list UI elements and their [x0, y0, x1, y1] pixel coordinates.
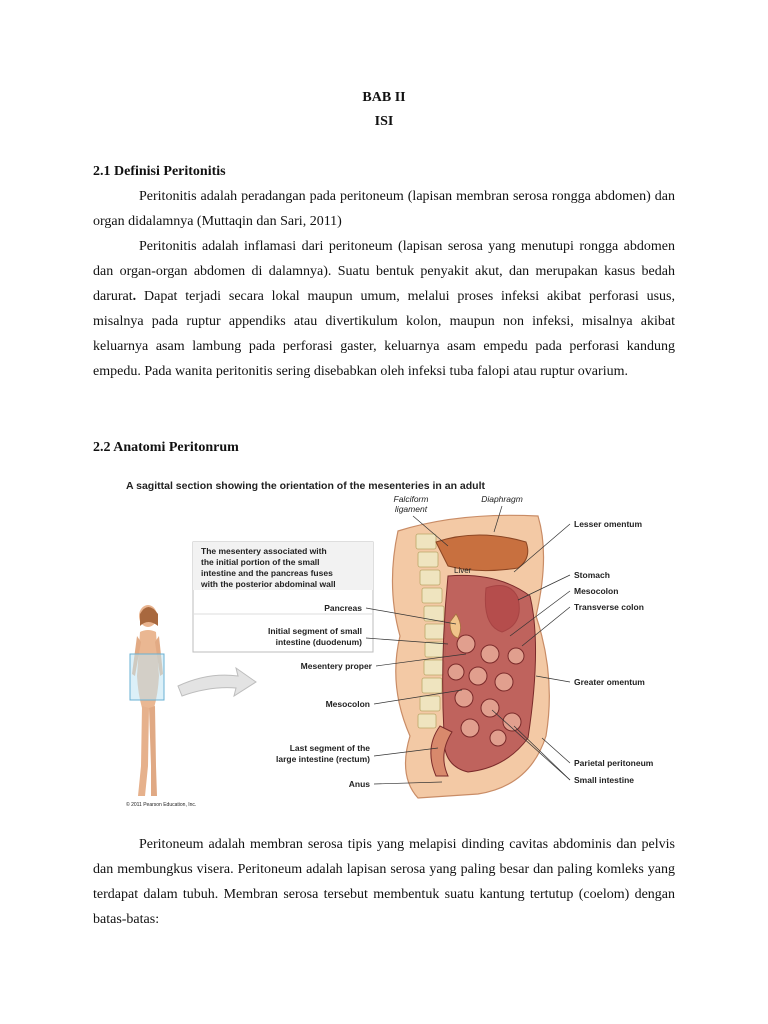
- figure-title: A sagittal section showing the orientation of the mesenteries in an adult: [126, 480, 485, 492]
- section-1-paragraph-1: Peritonitis adalah peradangan pada peritoneum (lapisan membran serosa rongga abdomen) dan organ didalamnya (Muttaqin dan Sari, 2011): [93, 189, 675, 229]
- anus-label: Anus: [348, 779, 370, 789]
- initial-segment-label-2: intestine (duodenum): [275, 637, 362, 647]
- parietal-peritoneum-label: Parietal peritoneum: [574, 758, 654, 768]
- lesser-omentum-label: Lesser omentum: [574, 519, 643, 529]
- mesocolon-right-label: Mesocolon: [574, 586, 619, 596]
- diaphragm-label: Diaphragm: [481, 494, 523, 504]
- callout-line-2: the initial portion of the small: [201, 557, 320, 567]
- section-2-title: 2.2 Anatomi Peritonrum: [93, 440, 239, 455]
- stomach-label: Stomach: [574, 570, 610, 580]
- mesentery-figure: [118, 476, 678, 810]
- paragraph-2-bold-dot: .: [132, 289, 137, 304]
- chapter-subtitle: ISI: [374, 114, 394, 129]
- callout-line-3: intestine and the pancreas fuses: [201, 568, 333, 578]
- last-segment-label-1: Last segment of the: [289, 743, 370, 753]
- pancreas-label: Pancreas: [324, 603, 362, 613]
- figure-copyright: © 2011 Pearson Education, Inc.: [126, 802, 197, 808]
- section-1-title: 2.1 Definisi Peritonitis: [93, 164, 226, 179]
- section-1-paragraph-2: [93, 234, 675, 384]
- chapter-heading: BAB II: [362, 90, 406, 105]
- callout-line-4: with the posterior abdominal wall: [201, 579, 336, 589]
- callout-line-1: The mesentery associated with: [201, 546, 327, 556]
- initial-segment-label-1: Initial segment of small: [268, 626, 362, 636]
- small-intestine-label: Small intestine: [574, 775, 634, 785]
- section-2-paragraph-1: Peritoneum adalah membran serosa tipis yang melapisi dinding cavitas abdominis dan pelvis dan membungkus visera. Peritoneum adalah lapisan serosa yang paling besar dan paling komleks yang terdapat dalam tubuh. Membran serosa tersebut membentuk suatu kantung tertutup (coelom) dengan batas-batas:: [93, 837, 675, 927]
- last-segment-label-2: large intestine (rectum): [276, 754, 370, 764]
- transverse-colon-label: Transverse colon: [574, 602, 644, 612]
- paragraph-2-part-a: Peritonitis adalah inflamasi dari peritoneum (lapisan serosa yang menutupi rongga abdomen dan organ-organ abdomen di dalamnya). Suatu bentuk penyakit akut, dan merupakan kasus bedah darurat: [93, 239, 675, 304]
- sagittal-section-illustration: [392, 515, 549, 798]
- mesentery-proper-label: Mesentery proper: [300, 661, 372, 671]
- paragraph-2-part-b: Dapat terjadi secara lokal maupun umum, melalui proses infeksi akibat perforasi usus, misalnya pada ruptur appendiks atau divertikulum kolon, maupun non infeksi, misalnya akibat keluarnya asam lambung pada perforasi gaster, keluarnya asam empedu pada perforasi kandung empedu. Pada wanita peritonitis sering disebabkan oleh infeksi tuba falopi atau ruptur ovarium.: [93, 289, 675, 379]
- liver-label: Liver: [454, 566, 472, 575]
- falciform-label-2: ligament: [394, 504, 428, 514]
- falciform-label-1: Falciform: [393, 494, 429, 504]
- mesocolon-left-label: Mesocolon: [325, 699, 370, 709]
- greater-omentum-label: Greater omentum: [574, 677, 645, 687]
